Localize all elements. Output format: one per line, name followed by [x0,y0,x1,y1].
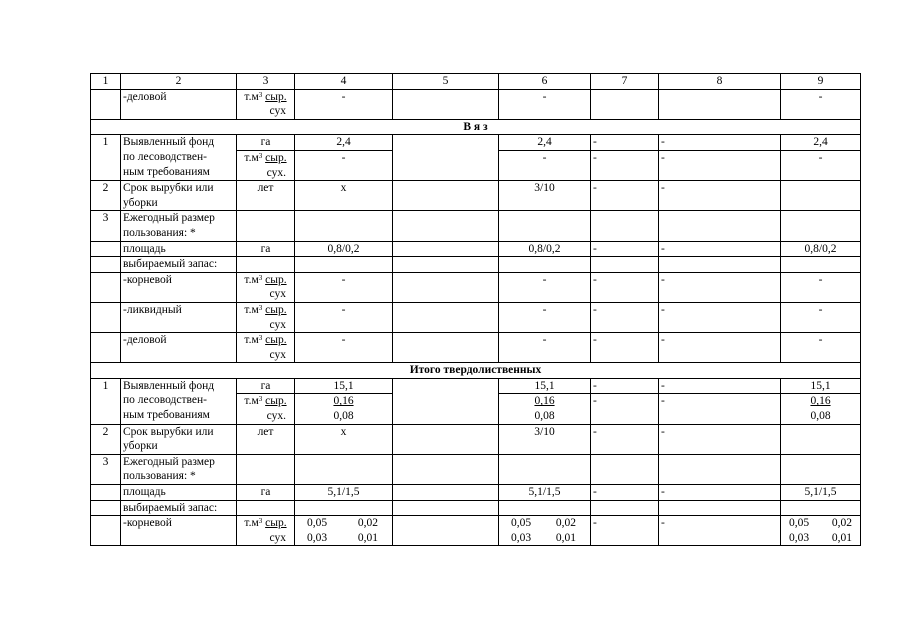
col-header-8: 8 [659,74,781,90]
value-cell: - [591,424,659,454]
value-cell: - [659,333,781,363]
row-label: -деловой [121,89,237,119]
row-label: Ежегодный размер пользования: * [121,454,237,484]
unit-cell: га [237,241,295,257]
value-cell: - [591,181,659,211]
value-cell: - [659,516,781,546]
value-cell: 0,05 0,02 0,03 0,01 [295,516,393,546]
row-label: Срок вырубки или уборки [121,424,237,454]
value-cell: - [591,272,659,302]
row-label: Выявленный фонд по лесоводствен- ным требованиям [121,378,237,424]
value-cell: - [781,302,861,332]
value-cell: 0,8/0,2 [781,241,861,257]
col-header-9: 9 [781,74,861,90]
unit-cell: $т.м^3$ сыр. сух [237,272,295,302]
row-label: -деловой [121,333,237,363]
value-cell: 2,4 [295,135,393,151]
row-label: Срок вырубки или уборки [121,181,237,211]
value-cell: 0,16 0,08 [781,394,861,424]
value-cell: 3/10 [499,424,591,454]
row-label: площадь [121,241,237,257]
value-cell: - [659,485,781,501]
table-row [91,272,861,302]
value-cell: - [591,302,659,332]
value-cell: 3/10 [499,181,591,211]
row-label: Ежегодный размер пользования: * [121,211,237,241]
value-cell: х [295,424,393,454]
value-cell: - [659,150,781,180]
col-header-7: 7 [591,74,659,90]
value-cell: 0,16 0,08 [295,394,393,424]
value-cell: - [659,241,781,257]
table-row [91,378,861,394]
row-number: 2 [91,424,121,454]
value-cell: х [295,181,393,211]
value-cell: - [659,135,781,151]
value-cell: 0,8/0,2 [295,241,393,257]
unit-cell: $т.м^3$ сыр. сух [237,302,295,332]
col-header-5: 5 [393,74,499,90]
unit-cell: га [237,135,295,151]
forest-use-table [90,73,861,546]
value-cell: 15,1 [499,378,591,394]
value-cell: - [499,333,591,363]
value-cell: - [591,333,659,363]
value-cell: - [295,272,393,302]
value-cell: - [591,516,659,546]
table-row [91,211,861,241]
table-row [91,424,861,454]
table-row [91,181,861,211]
row-label: Выявленный фонд по лесоводствен- ным требованиям [121,135,237,181]
table-row [91,241,861,257]
value-cell: - [499,150,591,180]
value-cell: - [295,150,393,180]
value-cell: - [781,150,861,180]
value-cell: - [659,394,781,424]
unit-cell: $т.м^3$ сыр. сух [237,516,295,546]
value-cell: 2,4 [499,135,591,151]
table-row [91,516,861,546]
row-number: 1 [91,378,121,424]
table-row [91,454,861,484]
table-row [91,485,861,501]
row-label: -корневой [121,272,237,302]
col-header-6: 6 [499,74,591,90]
table-row [91,302,861,332]
unit-cell: га [237,485,295,501]
unit-cell: $т.м^3$ сыр. сух. [237,394,295,424]
col-header-1: 1 [91,74,121,90]
table-row [91,500,861,516]
value-cell: - [499,302,591,332]
row-label: -корневой [121,516,237,546]
unit-cell: $т.м^3$ сыр. сух. [237,150,295,180]
value-cell: 0,05 0,02 0,03 0,01 [499,516,591,546]
section-title: В я з [91,119,861,135]
value-cell: - [781,89,861,119]
unit-cell: лет [237,424,295,454]
value-cell: - [659,181,781,211]
value-cell: - [295,302,393,332]
value-cell: - [591,394,659,424]
value-cell: 0,05 0,02 0,03 0,01 [781,516,861,546]
row-label: выбираемый запас: [121,500,237,516]
unit-cell: га [237,378,295,394]
value-cell: 15,1 [781,378,861,394]
value-cell: - [591,378,659,394]
value-cell: - [591,485,659,501]
value-cell: - [781,272,861,302]
section-title: Итого твердолиственных [91,363,861,379]
row-label: площадь [121,485,237,501]
value-cell: - [659,272,781,302]
value-cell: 5,1/1,5 [781,485,861,501]
value-cell: - [295,333,393,363]
value-cell: - [499,272,591,302]
value-cell: - [499,89,591,119]
unit-cell: $т.м^3$ сыр. сух [237,89,295,119]
value-cell: - [591,135,659,151]
row-number: 1 [91,135,121,181]
table-row [91,333,861,363]
col-header-2: 2 [121,74,237,90]
value-cell: 15,1 [295,378,393,394]
row-label: выбираемый запас: [121,257,237,273]
value-cell: - [591,241,659,257]
value-cell: 0,16 0,08 [499,394,591,424]
col-header-3: 3 [237,74,295,90]
value-cell: - [295,89,393,119]
row-number: 3 [91,211,121,241]
value-cell: - [659,424,781,454]
col-header-4: 4 [295,74,393,90]
value-cell: - [781,333,861,363]
row-label: -ликвидный [121,302,237,332]
table-row [91,135,861,151]
table-row [91,257,861,273]
value-cell: - [659,378,781,394]
value-cell: 5,1/1,5 [295,485,393,501]
unit-cell: $т.м^3$ сыр. сух [237,333,295,363]
value-cell: 0,8/0,2 [499,241,591,257]
value-cell: 5,1/1,5 [499,485,591,501]
row-number: 3 [91,454,121,484]
unit-cell: лет [237,181,295,211]
column-number-row [91,74,861,90]
table-row [91,89,861,119]
row-number: 2 [91,181,121,211]
value-cell: - [659,302,781,332]
section-header [91,363,861,379]
value-cell: - [591,150,659,180]
value-cell: 2,4 [781,135,861,151]
section-header [91,119,861,135]
